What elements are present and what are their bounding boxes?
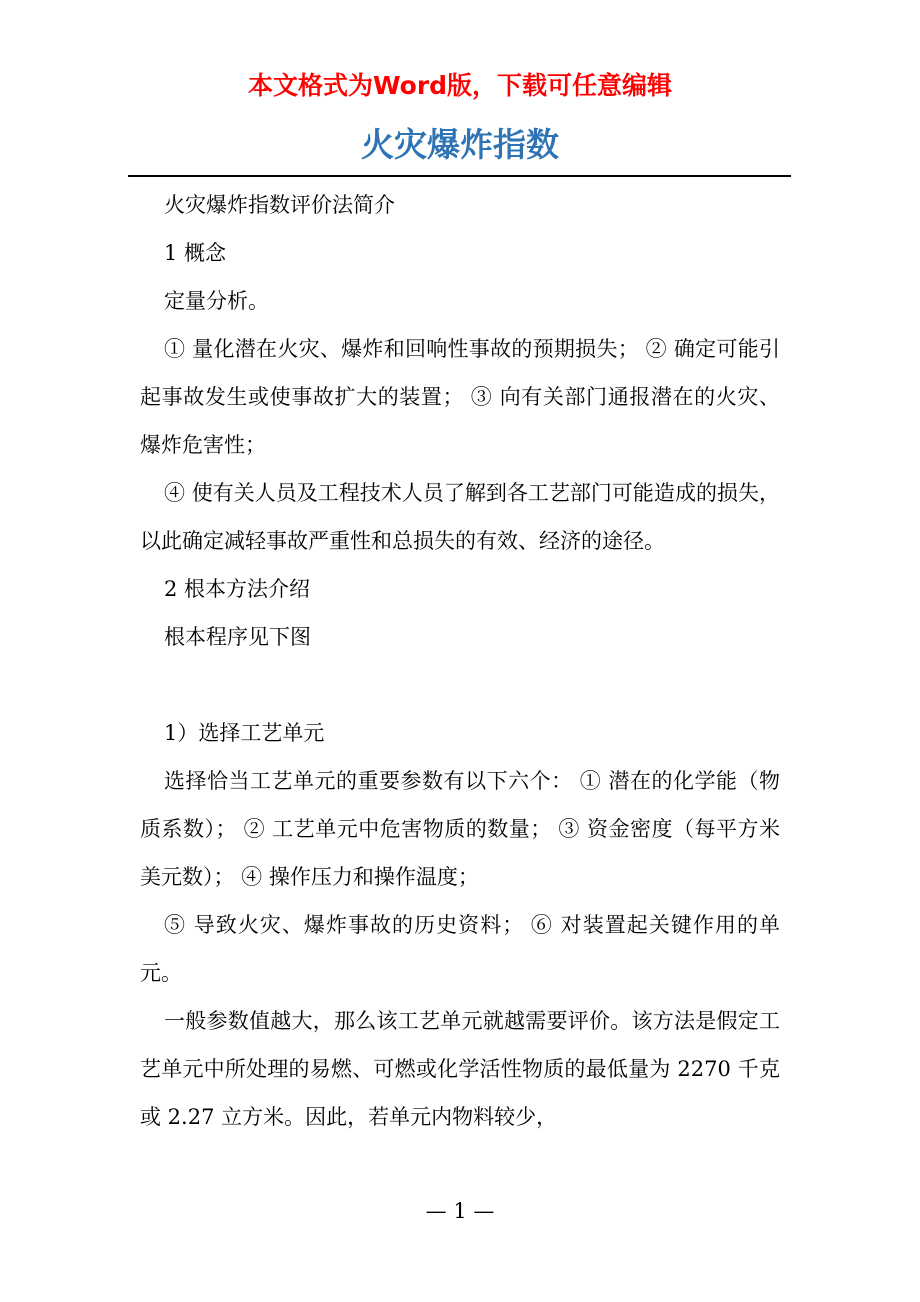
paragraph: ④ 使有关人员及工程技术人员了解到各工艺部门可能造成的损失，以此确定减轻事故严重性和总损失的有效、经济的途径。 — [140, 481, 780, 553]
document-title: 火灾爆炸指数 — [361, 125, 559, 164]
paragraph: 一般参数值越大，那么该工艺单元就越需要评价。该方法是假定工艺单元中所处理的易燃、可燃或化学活性物质的最低量为 2270 千克或 2.27 立方米。因此，若单元内物料较少， — [140, 1009, 780, 1129]
section-heading-method: 2 根本方法介绍 — [164, 577, 311, 601]
paragraph: 定量分析。 — [164, 289, 269, 313]
title-divider — [128, 175, 791, 177]
paragraph: 根本程序见下图 — [164, 625, 311, 649]
paragraph-intro-heading: 火灾爆炸指数评价法简介 — [164, 193, 395, 217]
paragraph: ① 量化潜在火灾、爆炸和回响性事故的预期损失； ② 确定可能引起事故发生或使事故扩大的装置； ③ 向有关部门通报潜在的火灾、爆炸危害性； — [140, 337, 780, 457]
page-number: — 1 — — [425, 1199, 495, 1223]
paragraph: 选择恰当工艺单元的重要参数有以下六个： ① 潜在的化学能（物质系数）； ② 工艺单元中危害物质的数量； ③ 资金密度（每平方米美元数）； ④ 操作压力和操作温度； — [140, 769, 780, 889]
download-banner: 本文格式为Word版，下载可任意编辑 — [247, 71, 673, 100]
section-heading-concept: 1 概念 — [164, 241, 227, 265]
subsection-heading-select-unit: 1）选择工艺单元 — [164, 721, 325, 745]
document-body — [140, 181, 780, 1141]
paragraph: ⑤ 导致火灾、爆炸事故的历史资料； ⑥ 对装置起关键作用的单元。 — [140, 913, 780, 985]
